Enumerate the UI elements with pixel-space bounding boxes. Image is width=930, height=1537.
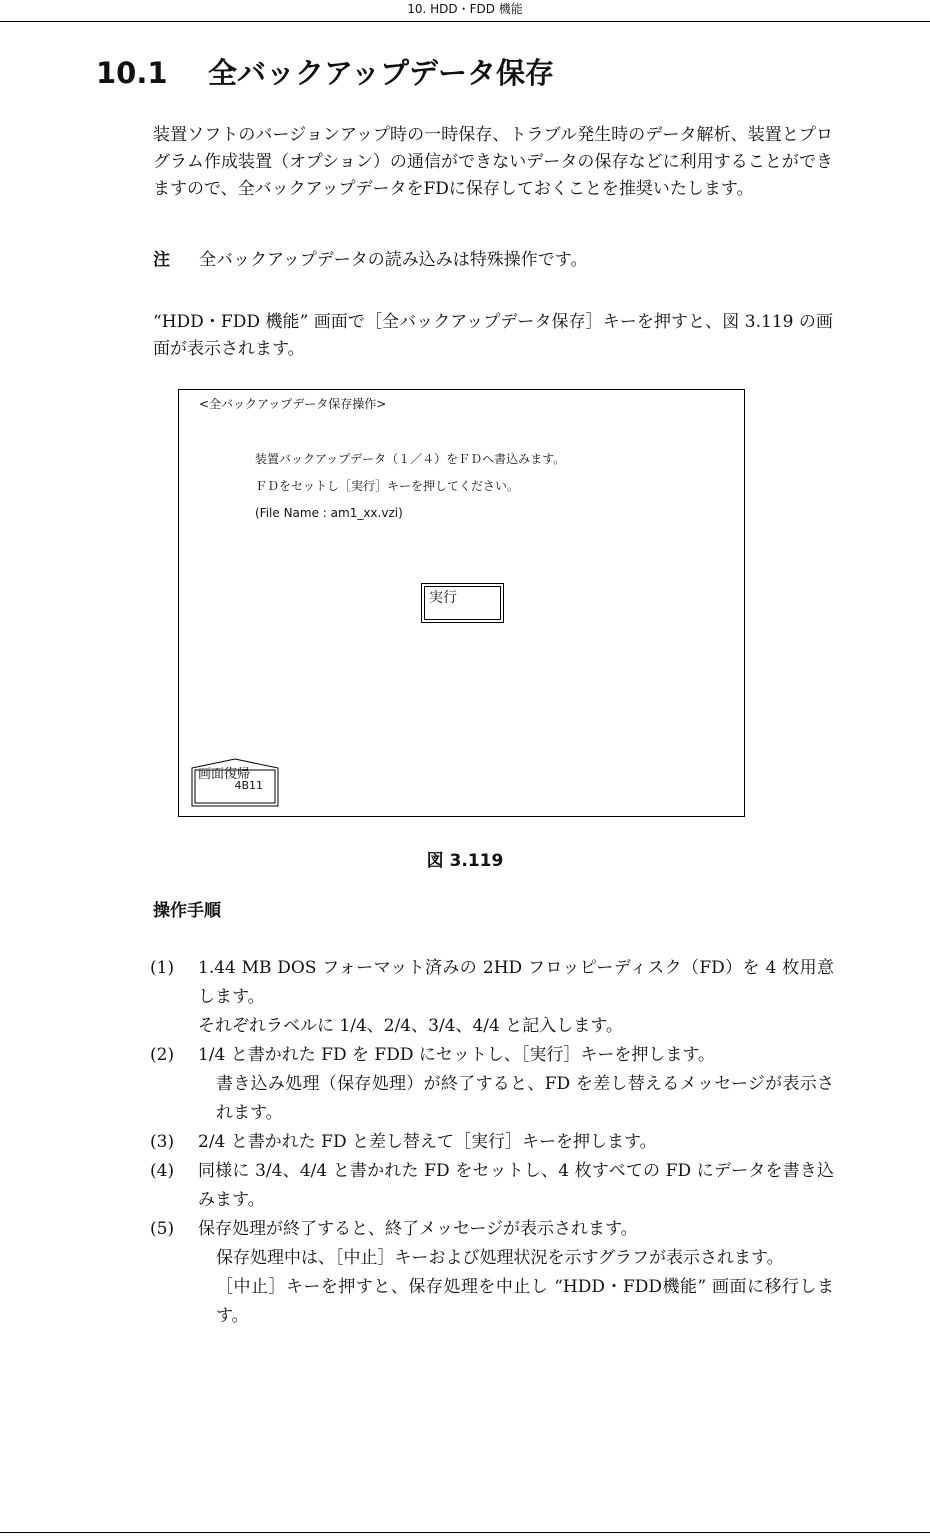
step-body [198, 1041, 834, 1128]
step-subtext: 保存処理中は、［中止］キーおよび処理状況を示すグラフが表示されます。 [216, 1248, 784, 1268]
screen-title: <全バックアップデータ保存操作> [199, 397, 387, 411]
section-number: 10.1 [96, 56, 168, 90]
step-text: 同様に 3/4、4/4 と書かれた FD をセットし、4 枚すべての FD にデータを書き込みます。 [198, 1161, 834, 1210]
procedure-step [150, 954, 834, 1041]
restore-key-code: 4B11 [234, 779, 263, 792]
figure-caption: 図 3.119 [426, 851, 504, 871]
step-number: (2) [150, 1045, 175, 1065]
note [153, 247, 587, 274]
procedure-heading: 操作手順 [153, 901, 221, 921]
instruction-paragraph: “HDD・FDD 機能” 画面で［全バックアップデータ保存］キーを押すと、図 3.119 の画面が表示されます。 [153, 312, 833, 359]
screen-restore-key[interactable] [191, 758, 279, 808]
running-header: 10. HDD・FDD 機能 [0, 0, 930, 22]
procedure-step [150, 1157, 834, 1215]
procedure-step [150, 1128, 834, 1157]
step-text: 1/4 と書かれた FD を FDD にセットし、［実行］キーを押します。 [198, 1045, 715, 1065]
step-body [198, 1128, 834, 1157]
procedure-step [150, 1041, 834, 1128]
step-number: (4) [150, 1161, 175, 1181]
screen-message-line: 装置バックアップデータ（１／４）をＦＤへ書込みます。 [255, 452, 566, 466]
step-number: (3) [150, 1132, 175, 1152]
step-subtext: 書き込み処理（保存処理）が終了すると、FD を差し替えるメッセージが表示されます。 [216, 1074, 834, 1123]
procedure-step [150, 1215, 834, 1331]
step-body [198, 1157, 834, 1215]
step-subtext: ［中止］キーを押すと、保存処理を中止し “HDD・FDD機能” 画面に移行します。 [216, 1277, 834, 1326]
step-text: 保存処理が終了すると、終了メッセージが表示されます。 [198, 1219, 638, 1239]
step-body [198, 954, 834, 1041]
intro-paragraph: 装置ソフトのバージョンアップ時の一時保存、トラブル発生時のデータ解析、装置とプログラム作成装置（オプション）の通信ができないデータの保存などに利用することができますので、全バックアップデータをFDに保存しておくことを推奨いたします。 [153, 125, 833, 199]
step-text: 1.44 MB DOS フォーマット済みの 2HD フロッピーディスク（FD）を 4 枚用意します。 [198, 958, 834, 1007]
section-title-text: 全バックアップデータ保存 [208, 56, 554, 90]
section-title [96, 54, 554, 92]
procedure-steps [150, 954, 834, 1331]
step-number: (1) [150, 958, 175, 978]
step-text: 2/4 と書かれた FD と差し替えて［実行］キーを押します。 [198, 1132, 657, 1152]
step-body [198, 1215, 834, 1331]
screen-filename-line: (File Name : am1_xx.vzi) [255, 506, 403, 520]
footer-rule [0, 1532, 930, 1533]
restore-key-label: 画面復帰 [198, 767, 251, 782]
note-text: 全バックアップデータの読み込みは特殊操作です。 [199, 250, 588, 270]
step-subtext: それぞれラベルに 1/4、2/4、3/4、4/4 と記入します。 [198, 1016, 623, 1036]
execute-button-label: 実行 [424, 586, 501, 620]
screen-message-line: ＦＤをセットし［実行］キーを押してください。 [255, 479, 520, 493]
execute-button[interactable] [421, 583, 504, 623]
step-number: (5) [150, 1219, 175, 1239]
backup-screen-figure [178, 389, 745, 817]
note-label: 注 [153, 250, 170, 270]
